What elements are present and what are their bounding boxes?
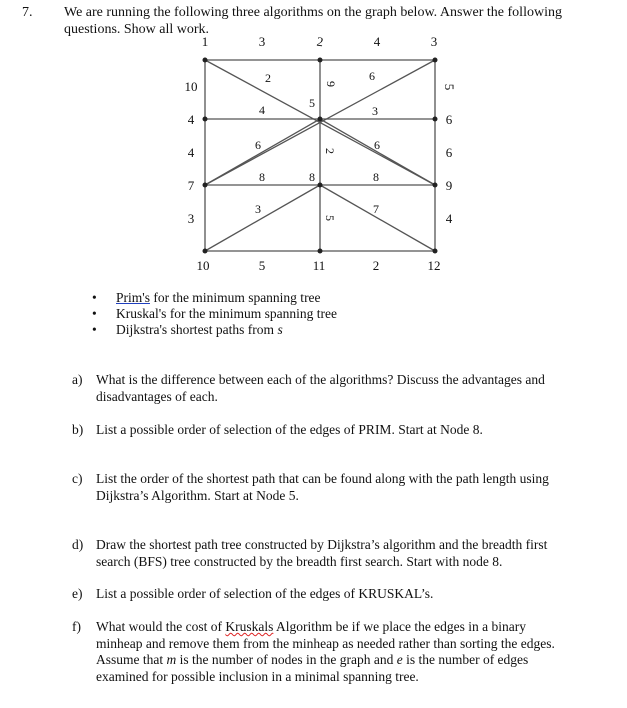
algorithm-list — [92, 290, 337, 338]
edge-weight: 2 — [265, 71, 271, 85]
bottom-label: 10 — [196, 258, 210, 273]
node — [203, 117, 208, 122]
edge-weight: 6 — [255, 138, 261, 152]
edge-weight: 3 — [372, 104, 378, 118]
part-text-seg: What would the cost of — [96, 619, 226, 634]
edge-diag-5 — [205, 185, 320, 251]
top-label: 4 — [373, 34, 381, 49]
right-label: 9 — [445, 178, 453, 193]
left-label: 3 — [187, 211, 195, 226]
left-label: 7 — [187, 178, 195, 193]
question-intro: We are running the following three algorithms on the graph below. Answer the following questions. Show all work. — [64, 5, 562, 37]
part-label: f) — [72, 619, 81, 634]
part-text: Draw the shortest path tree constructed by Dijkstra’s algorithm and the breadth first search (BFS) tree constructed by the breadth first search. Start with node 8. — [96, 537, 548, 569]
bottom-label: 5 — [258, 258, 266, 273]
part-text-seg: is the number of edges examined for possible inclusion in a minimal spanning tree. — [96, 652, 529, 684]
left-label: 4 — [187, 145, 195, 160]
algorithm-name: Kruskal's — [116, 306, 167, 321]
bottom-label: 11 — [312, 258, 326, 273]
edge-weight: 3 — [255, 202, 261, 216]
algorithm-desc: for the minimum spanning tree — [149, 290, 321, 305]
right-label: 5 — [442, 83, 457, 91]
question-number: 7. — [22, 5, 33, 20]
edge-weight: 8 — [309, 170, 315, 184]
node — [433, 117, 438, 122]
bullet-dot: • — [92, 306, 97, 321]
part-label: d) — [72, 537, 84, 552]
part-text: List the order of the shortest path that can be found along with the path length using Dijkstra’s Algorithm. Start at Node 5. — [96, 471, 549, 503]
graph-edges — [205, 60, 435, 251]
bottom-label: 12 — [427, 258, 441, 273]
node — [203, 183, 208, 188]
edge-weight: 6 — [374, 138, 380, 152]
part-text-seg: Algorithm be if we place the edges in a binary minheap and remove them from the minheap as needed rather than sorting the edges. Assume that — [96, 619, 555, 667]
left-label: 4 — [187, 112, 195, 127]
edge-weight: 5 — [323, 215, 337, 221]
edge-weight: 8 — [373, 170, 379, 184]
bottom-label: 2 — [372, 258, 380, 273]
edge-weight: 5 — [309, 96, 315, 110]
top-label: 2 — [315, 33, 325, 50]
algorithm-name: Dijkstra's — [116, 322, 168, 337]
algorithm-name: Prim's — [116, 290, 150, 305]
top-label: 3 — [258, 34, 266, 49]
edge-weight: 6 — [369, 69, 375, 83]
right-label: 6 — [445, 112, 453, 127]
edge-weight: 9 — [324, 81, 338, 87]
part-text: What is the difference between each of the algorithms? Discuss the advantages and disadvantages of each. — [96, 372, 545, 404]
edge-weight: 8 — [259, 170, 265, 184]
list-item — [92, 290, 337, 306]
right-label: 6 — [445, 145, 453, 160]
bullet-dot: • — [92, 322, 97, 337]
node — [203, 249, 208, 254]
part-label: a) — [72, 372, 83, 387]
part-label: c) — [72, 471, 83, 486]
left-label: 10 — [184, 79, 198, 94]
list-item — [92, 306, 337, 322]
part-text — [96, 619, 566, 685]
algorithm-desc: shortest paths from — [167, 322, 278, 337]
node — [318, 249, 323, 254]
part-label: e) — [72, 586, 83, 601]
part-text-seg: is the number of nodes in the graph and — [176, 652, 397, 667]
node — [318, 58, 323, 63]
node — [433, 58, 438, 63]
edge-weight: 4 — [259, 103, 265, 117]
part-label: b) — [72, 422, 84, 437]
top-label: 1 — [201, 34, 209, 49]
part-text: List a possible order of selection of the edges of KRUSKAL’s. — [96, 586, 434, 601]
var-m: m — [166, 652, 177, 667]
edge-weight: 2 — [323, 148, 337, 154]
node — [318, 183, 323, 188]
node — [203, 58, 208, 63]
node — [433, 183, 438, 188]
node — [318, 117, 323, 122]
node — [433, 249, 438, 254]
right-label: 4 — [445, 211, 453, 226]
top-label: 3 — [430, 34, 438, 49]
bullet-dot: • — [92, 290, 97, 305]
edge-weight: 7 — [373, 202, 379, 216]
var-e: e — [396, 652, 403, 667]
part-text: List a possible order of selection of the edges of PRIM. Start at Node 8. — [96, 422, 483, 437]
list-item — [92, 322, 337, 338]
algorithm-desc: for the minimum spanning tree — [166, 306, 338, 321]
graph-figure — [0, 0, 627, 290]
misspelled-word: Kruskals — [225, 619, 274, 634]
algorithm-var: s — [277, 322, 283, 337]
